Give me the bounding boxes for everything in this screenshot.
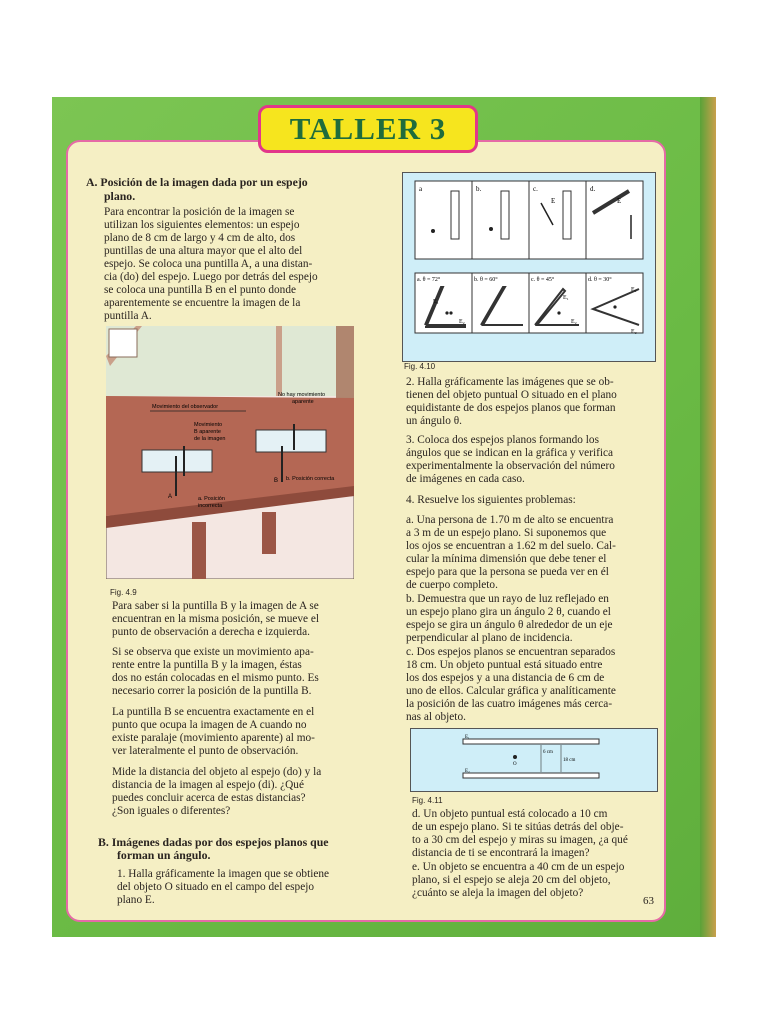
figure-4-11-drawing <box>411 729 657 791</box>
item-4-heading: 4. Resuelve los siguientes problemas: <box>406 494 576 506</box>
text-line: a 3 m de un espejo plano. Si suponemos que <box>406 527 607 539</box>
figure-4-10-drawing <box>403 173 655 361</box>
text-line: puntillas de una altura mayor que el alto del <box>104 245 303 257</box>
text-line: punto que ocupa la imagen de A cuando no <box>112 719 307 731</box>
fig410-e1-a: E₁ <box>433 299 439 305</box>
text-line: cia (do) del espejo. Luego por detrás del espejo <box>104 271 318 283</box>
text-line: plano de 8 cm de largo y 4 cm de alto, dos <box>104 232 296 244</box>
text-line: 18 cm. Un objeto puntual está situado entre <box>406 659 603 671</box>
book-spine <box>700 97 716 937</box>
fig49-label-a: A <box>168 494 173 500</box>
window <box>109 329 137 357</box>
text-line: los ojos se encuentran a 1.62 m del suelo. Cal- <box>406 540 616 552</box>
text-line: tienen del objeto puntual O situado en el plano <box>406 389 617 401</box>
text-line: ángulos que se indican en la gráfica y verifica <box>406 447 614 459</box>
mirror-e2 <box>463 773 599 778</box>
fig410-e1-d: E₁ <box>631 287 637 293</box>
text-line: experimentalmente la observación del número <box>406 460 615 472</box>
text-line: a. Una persona de 1.70 m de alto se encuentra <box>406 514 614 526</box>
text-line: de imágenes en cada caso. <box>406 473 525 485</box>
text-line: plano, si el espejo se aleja 20 cm del objeto, <box>412 874 611 886</box>
fig410-top-label-a: a <box>419 185 423 193</box>
text-line: uno de ellos. Calcular gráfica y analíticamente <box>406 685 616 697</box>
fig49-no-move-label: No hay movimiento <box>278 392 326 398</box>
text-line: La puntilla B se encuentra exactamente en el <box>112 706 315 718</box>
text-line: plano E. <box>117 894 155 906</box>
object-point <box>513 755 517 759</box>
figure-4-9-caption: Fig. 4.9 <box>110 588 137 597</box>
fig411-e1: E₁ <box>465 735 470 740</box>
fig410-e1-c: E₁ <box>563 295 569 301</box>
text-line: existe paralaje (movimiento aparente) al mo- <box>112 732 315 744</box>
section-a-heading-1: A. Posición de la imagen dada por un espejo <box>86 175 308 189</box>
mirror-right <box>256 430 326 452</box>
text-line: Mide la distancia del objeto al espejo (do) y la <box>112 766 322 778</box>
text-line: 1. Halla gráficamente la imagen que se obtiene <box>117 868 330 880</box>
section-b-heading-1: B. Imágenes dadas por dos espejos planos que <box>98 835 329 849</box>
figure-4-11-caption: Fig. 4.11 <box>412 796 443 805</box>
text-line: 2. Halla gráficamente las imágenes que se ob- <box>406 376 614 388</box>
section-a-heading-2: plano. <box>104 189 136 203</box>
text-line: Para saber si la puntilla B y la imagen de A se <box>112 600 319 612</box>
fig49-image-move-label: B aparente <box>194 429 221 435</box>
text-line: de un espejo plano. Si te sitúas detrás del obje- <box>412 821 624 833</box>
fig49-wrong-label: a. Posición <box>198 496 225 502</box>
fig49-image-move-label: de la imagen <box>194 436 226 442</box>
fig410-angle-d: d. θ = 30° <box>588 277 612 283</box>
text-line: un ángulo θ. <box>406 415 462 427</box>
page-number: 63 <box>643 895 654 907</box>
fig49-image-move-label: Movimiento <box>194 422 223 428</box>
text-line: 3. Coloca dos espejos planos formando los <box>406 434 599 446</box>
text-line: equidistante de dos espejos planos que forman <box>406 402 616 414</box>
fig410-angle-b: b. θ = 60° <box>474 277 498 283</box>
figure-4-10 <box>402 172 656 362</box>
text-line: nas al objeto. <box>406 711 466 723</box>
text-line: puedes concluir acerca de estas distancias? <box>112 792 306 804</box>
text-line: ¿cuánto se aleja la imagen del objeto? <box>412 887 584 899</box>
text-line: Para encontrar la posición de la imagen se <box>104 206 295 218</box>
text-line: encuentran en la misma posición, se mueve el <box>112 613 320 625</box>
text-line: espejo. Se coloca una puntilla A, a una distan- <box>104 258 313 270</box>
table-leg <box>192 522 206 579</box>
fig410-angle-a: a. θ = 72° <box>417 277 441 283</box>
text-line: ¿Son iguales o diferentes? <box>112 805 231 817</box>
text-line: b. Demuestra que un rayo de luz reflejado en <box>406 593 609 605</box>
text-line: d. Un objeto puntual está colocado a 10 cm <box>412 808 608 820</box>
figure-4-10-caption: Fig. 4.10 <box>404 362 436 371</box>
text-line: los dos espejos y a una distancia de 6 cm de <box>406 672 605 684</box>
figure-4-9-table-illustration <box>106 326 354 579</box>
fig410-e2-d: E₂ <box>631 329 637 335</box>
text-line: c. Dos espejos planos se encuentran separados <box>406 646 616 658</box>
banner-title: TALLER 3 <box>289 111 447 146</box>
fig411-o: O <box>513 762 517 767</box>
text-line: cular la mínima dimensión que debe tener el <box>406 553 607 565</box>
fig49-apparent-label: aparente <box>292 399 314 405</box>
mirror-e1 <box>463 739 599 744</box>
fig410-mirror-e-c: E <box>551 197 556 205</box>
fig411-d1: 6 cm <box>543 750 553 755</box>
figure-4-11 <box>410 728 658 792</box>
fig410-angle-c: c. θ = 45° <box>531 277 555 283</box>
text-line: aparentemente se encuentre la imagen de la <box>104 297 301 309</box>
text-line: utilizan los siguientes elementos: un espejo <box>104 219 300 231</box>
text-line: e. Un objeto se encuentra a 40 cm de un espejo <box>412 861 625 873</box>
mirror <box>501 191 509 239</box>
mirror <box>563 191 571 239</box>
text-line: punto de observación a derecha e izquierda. <box>112 626 310 638</box>
text-line: del objeto O situado en el campo del espejo <box>117 881 315 893</box>
text-line: espejo para que la persona se pueda ver en él <box>406 566 609 578</box>
text-line: perpendicular al plano de incidencia. <box>406 632 573 644</box>
text-line: espejo se gira un ángulo θ alrededor de un eje <box>406 619 613 631</box>
text-line: distancia de la imagen al espejo (di). ¿Qué <box>112 779 304 791</box>
fig410-mirror-e-d: E <box>617 197 622 205</box>
mirror <box>451 191 459 239</box>
text-line: dos no están colocadas en el mismo punto. Es <box>112 672 319 684</box>
table-leg <box>262 512 276 554</box>
fig411-d2: 18 cm <box>563 758 576 763</box>
text-line: la posición de las cuatro imágenes más cerca- <box>406 698 613 710</box>
text-line: to a 30 cm del espejo y miras su imagen, ¿a qué <box>412 834 628 846</box>
fig49-right-label: b. Posición correcta <box>286 476 335 482</box>
fig410-top-label-c: c. <box>533 185 538 193</box>
fig410-e2-c: E₂ <box>571 319 577 325</box>
text-line: de cuerpo completo. <box>406 579 498 591</box>
fig410-top-label-d: d. <box>590 185 596 193</box>
text-line: distancia de ti se encontrará la imagen? <box>412 847 590 859</box>
text-line: puntilla A. <box>104 310 152 322</box>
taller-banner <box>258 105 478 153</box>
text-line: un espejo plano gira un ángulo 2 θ, cuando el <box>406 606 611 618</box>
fig411-e2: E₂ <box>465 769 470 774</box>
text-line: necesario correr la posición de la puntilla B. <box>112 685 312 697</box>
text-line: rente entre la puntilla B y la imagen, éstas <box>112 659 302 671</box>
fig49-observer-label: Movimiento del observador <box>152 404 219 410</box>
fig49-label-b: B <box>274 478 279 484</box>
text-line: se coloca una puntilla B en el punto donde <box>104 284 296 296</box>
text-line: ver lateralmente el punto de observación. <box>112 745 299 757</box>
fig410-e2-a: E₂ <box>459 319 465 325</box>
text-line: Si se observa que existe un movimiento apa- <box>112 646 314 658</box>
section-b-heading-2: forman un ángulo. <box>117 848 211 862</box>
fig410-top-label-b: b. <box>476 185 482 193</box>
fig49-wrong-label: incorrecta <box>198 503 223 509</box>
